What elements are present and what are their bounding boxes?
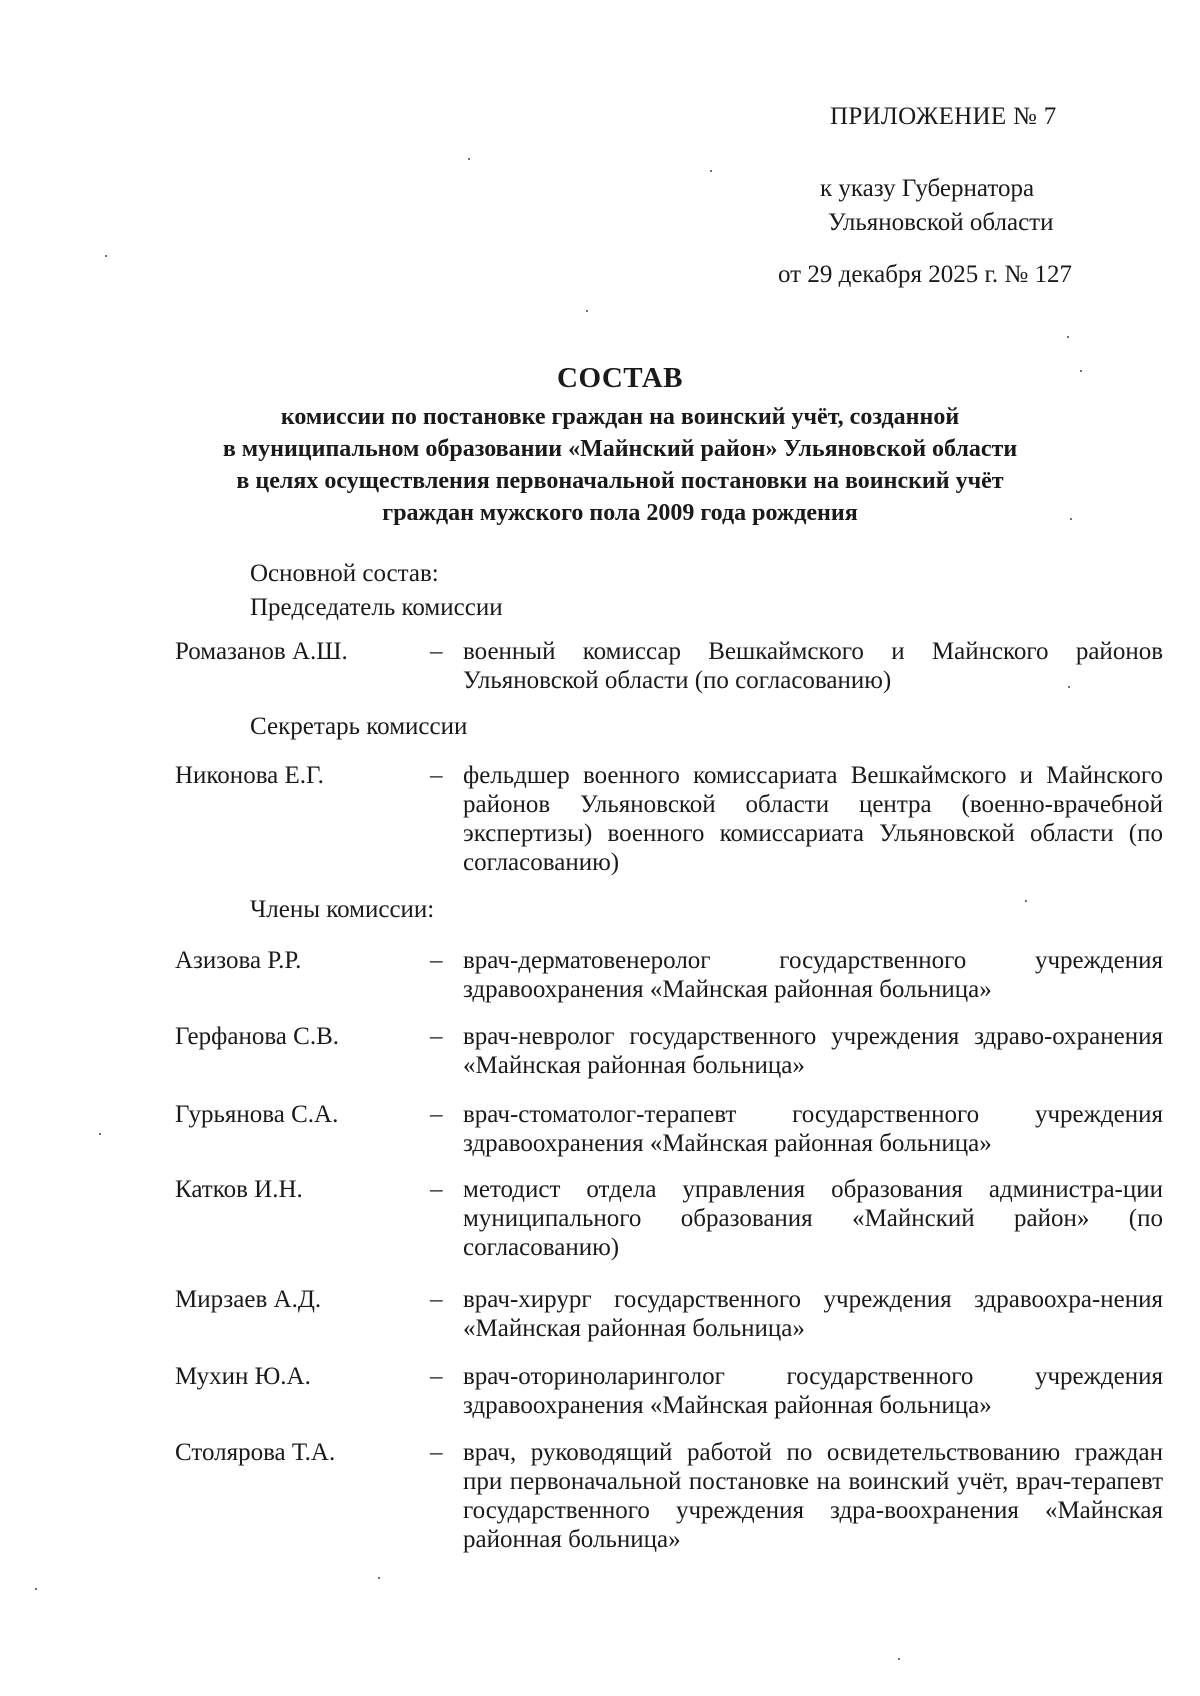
scan-speck — [35, 1588, 37, 1590]
member-name: Катков И.Н. — [175, 1176, 303, 1203]
member-name: Мухин Ю.А. — [175, 1363, 311, 1390]
member-entry — [175, 1022, 1165, 1082]
title-subline: комиссии по постановке граждан на воинский учёт, созданной — [280, 404, 960, 430]
member-dash: – — [430, 638, 443, 665]
title-subline: граждан мужского пола 2009 года рождения — [382, 500, 858, 526]
scan-speck — [1068, 686, 1070, 688]
appendix-ref-line2: Ульяновской области — [828, 209, 1054, 236]
member-name: Герфанова С.В. — [175, 1023, 339, 1050]
scan-speck — [99, 1133, 101, 1135]
chairman-heading: Председатель комиссии — [250, 594, 503, 621]
member-dash: – — [430, 947, 443, 974]
appendix-label: ПРИЛОЖЕНИЕ № 7 — [830, 103, 1057, 130]
scan-speck — [378, 1577, 380, 1579]
member-role: военный комиссар Вешкаймского и Майнского районов Ульяновской области (по согласованию) — [463, 638, 1163, 694]
member-role: фельдшер военного комиссариата Вешкаймского и Майнского районов Ульяновской области центра (военно-врачебной экспертизы) военного комиссариата Ульяновской области (по согласованию) — [463, 762, 1163, 876]
member-role: методист отдела управления образования администра-ции муниципального образования «Майнский район» (по согласованию) — [463, 1176, 1163, 1261]
member-name: Мирзаев А.Д. — [175, 1286, 322, 1313]
member-role: врач-дерматовенеролог государственного учреждения здравоохранения «Майнская районная больница» — [463, 947, 1163, 1003]
member-name: Гурьянова С.А. — [175, 1101, 339, 1128]
title-subline: в муниципальном образовании «Майнский район» Ульяновской области — [222, 436, 1018, 462]
secretary-entry — [175, 761, 1165, 881]
member-role: врач, руководящий работой по освидетельствованию граждан при первоначальной постановке на воинский учёт, врач-терапевт государственного учреждения здра-воохранения «Майнская районная больница» — [463, 1439, 1163, 1553]
member-entry — [175, 1438, 1165, 1558]
appendix-ref-line1: к указу Губернатора — [820, 175, 1035, 202]
scan-speck — [468, 158, 470, 160]
member-role: врач-оториноларинголог государственного учреждения здравоохранения «Майнская районная больница» — [463, 1363, 1163, 1419]
member-dash: – — [430, 1439, 443, 1466]
member-entry — [175, 946, 1165, 1006]
member-dash: – — [430, 1286, 443, 1313]
member-dash: – — [430, 1023, 443, 1050]
member-role: врач-стоматолог-терапевт государственного учреждения здравоохранения «Майнская районная больница» — [463, 1101, 1163, 1157]
scan-speck — [1025, 900, 1027, 902]
document-title: СОСТАВ — [557, 362, 683, 394]
main-composition-heading: Основной состав: — [250, 560, 439, 587]
chairman-entry — [175, 637, 1165, 697]
member-name: Никонова Е.Г. — [175, 762, 324, 789]
document-title-block — [150, 362, 1090, 529]
member-entry — [175, 1285, 1165, 1345]
member-role: врач-невролог государственного учреждения здраво-охранения «Майнская районная больница» — [463, 1023, 1163, 1079]
member-name: Ромазанов А.Ш. — [175, 638, 348, 665]
member-dash: – — [430, 1363, 443, 1390]
member-dash: – — [430, 762, 443, 789]
appendix-reference — [820, 172, 1120, 240]
member-dash: – — [430, 1101, 443, 1128]
scan-speck — [898, 1658, 900, 1660]
scan-speck — [1080, 370, 1082, 372]
secretary-heading: Секретарь комиссии — [250, 713, 468, 740]
member-entry — [175, 1175, 1165, 1265]
members-heading: Члены комиссии: — [250, 896, 435, 923]
member-role: врач-хирург государственного учреждения здравоохра-нения «Майнская районная больница» — [463, 1286, 1163, 1342]
scan-speck — [1067, 336, 1069, 338]
member-name: Столярова Т.А. — [175, 1439, 336, 1466]
member-name: Азизова Р.Р. — [175, 947, 302, 974]
appendix-date: от 29 декабря 2025 г. № 127 — [778, 261, 1073, 288]
member-entry — [175, 1362, 1165, 1422]
title-subline: в целях осуществления первоначальной постановки на воинский учёт — [236, 468, 1004, 494]
member-entry — [175, 1100, 1165, 1160]
scan-speck — [1070, 518, 1072, 520]
scan-speck — [710, 170, 712, 172]
member-dash: – — [430, 1176, 443, 1203]
scan-speck — [586, 310, 588, 312]
scan-speck — [105, 255, 107, 257]
